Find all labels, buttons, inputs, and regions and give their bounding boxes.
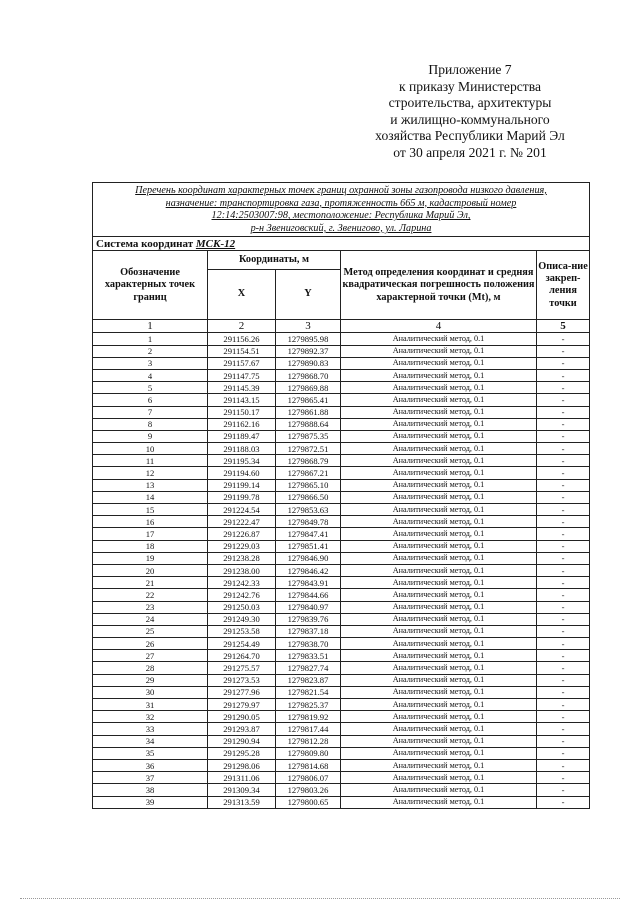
method-cell: Аналитический метод, 0.1 (341, 662, 537, 674)
table-row (93, 394, 590, 406)
y-coordinate: 1279865.10 (276, 479, 341, 491)
x-coordinate: 291293.87 (208, 723, 276, 735)
x-coordinate: 291313.59 (208, 796, 276, 808)
description-cell: - (537, 650, 590, 662)
method-cell: Аналитический метод, 0.1 (341, 784, 537, 796)
y-coordinate: 1279866.50 (276, 491, 341, 503)
x-coordinate: 291188.03 (208, 443, 276, 455)
x-coordinate: 291242.76 (208, 589, 276, 601)
y-coordinate: 1279825.37 (276, 699, 341, 711)
column-number: 4 (341, 320, 537, 333)
description-cell: - (537, 528, 590, 540)
y-coordinate: 1279892.37 (276, 345, 341, 357)
table-row (93, 711, 590, 723)
method-cell: Аналитический метод, 0.1 (341, 540, 537, 552)
table-row (93, 638, 590, 650)
point-number: 4 (93, 369, 208, 381)
point-number: 29 (93, 674, 208, 686)
table-row (93, 747, 590, 759)
point-number: 36 (93, 759, 208, 771)
x-coordinate: 291143.15 (208, 394, 276, 406)
method-cell: Аналитический метод, 0.1 (341, 357, 537, 369)
description-cell: - (537, 589, 590, 601)
point-number: 20 (93, 564, 208, 576)
table-row (93, 491, 590, 503)
table-row (93, 723, 590, 735)
description-cell: - (537, 759, 590, 771)
y-coordinate: 1279847.41 (276, 528, 341, 540)
point-number: 13 (93, 479, 208, 491)
table-row (93, 455, 590, 467)
point-number: 10 (93, 443, 208, 455)
header-line: и жилищно-коммунального (390, 111, 550, 127)
description-cell: - (537, 711, 590, 723)
method-cell: Аналитический метод, 0.1 (341, 443, 537, 455)
x-coordinate: 291199.78 (208, 491, 276, 503)
y-coordinate: 1279849.78 (276, 516, 341, 528)
description-cell: - (537, 430, 590, 442)
table-row (93, 479, 590, 491)
col-header-description: Описа-ние закреп-ления точки (537, 251, 590, 320)
table-row (93, 784, 590, 796)
table-row (93, 369, 590, 381)
method-cell: Аналитический метод, 0.1 (341, 369, 537, 381)
x-coordinate: 291290.94 (208, 735, 276, 747)
x-coordinate: 291298.06 (208, 759, 276, 771)
page-bottom-rule (20, 898, 620, 899)
x-coordinate: 291311.06 (208, 772, 276, 784)
point-number: 12 (93, 467, 208, 479)
table-title (93, 183, 590, 237)
y-coordinate: 1279823.87 (276, 674, 341, 686)
y-coordinate: 1279839.76 (276, 613, 341, 625)
point-number: 33 (93, 723, 208, 735)
y-coordinate: 1279844.66 (276, 589, 341, 601)
method-cell: Аналитический метод, 0.1 (341, 516, 537, 528)
method-cell: Аналитический метод, 0.1 (341, 418, 537, 430)
y-coordinate: 1279814.68 (276, 759, 341, 771)
description-cell: - (537, 723, 590, 735)
table-row (93, 686, 590, 698)
method-cell: Аналитический метод, 0.1 (341, 723, 537, 735)
point-number: 22 (93, 589, 208, 601)
table-row (93, 418, 590, 430)
description-cell: - (537, 479, 590, 491)
point-number: 11 (93, 455, 208, 467)
method-cell: Аналитический метод, 0.1 (341, 613, 537, 625)
col-header-method: Метод определения координат и средняя квадратическая погрешность положения характерной точки (Mt), м (341, 251, 537, 320)
column-number: 5 (537, 320, 590, 333)
point-number: 5 (93, 382, 208, 394)
y-coordinate: 1279872.51 (276, 443, 341, 455)
method-cell: Аналитический метод, 0.1 (341, 528, 537, 540)
table-row (93, 467, 590, 479)
point-number: 18 (93, 540, 208, 552)
y-coordinate: 1279837.18 (276, 625, 341, 637)
method-cell: Аналитический метод, 0.1 (341, 772, 537, 784)
description-cell: - (537, 674, 590, 686)
description-cell: - (537, 418, 590, 430)
table-row (93, 674, 590, 686)
method-cell: Аналитический метод, 0.1 (341, 589, 537, 601)
y-coordinate: 1279827.74 (276, 662, 341, 674)
point-number: 28 (93, 662, 208, 674)
description-cell: - (537, 491, 590, 503)
table-row (93, 443, 590, 455)
description-cell: - (537, 467, 590, 479)
method-cell: Аналитический метод, 0.1 (341, 504, 537, 516)
table-row (93, 357, 590, 369)
description-cell: - (537, 601, 590, 613)
x-coordinate: 291277.96 (208, 686, 276, 698)
x-coordinate: 291222.47 (208, 516, 276, 528)
method-cell: Аналитический метод, 0.1 (341, 382, 537, 394)
y-coordinate: 1279861.88 (276, 406, 341, 418)
description-cell: - (537, 443, 590, 455)
table-title-line: Перечень координат характерных точек границ охранной зоны газопровода низкого давления, (135, 185, 547, 196)
y-coordinate: 1279812.28 (276, 735, 341, 747)
x-coordinate: 291250.03 (208, 601, 276, 613)
col-header-x: X (208, 269, 276, 320)
x-coordinate: 291156.26 (208, 333, 276, 345)
point-number: 35 (93, 747, 208, 759)
y-coordinate: 1279890.83 (276, 357, 341, 369)
point-number: 27 (93, 650, 208, 662)
point-number: 16 (93, 516, 208, 528)
table-row (93, 430, 590, 442)
table-row (93, 759, 590, 771)
x-coordinate: 291224.54 (208, 504, 276, 516)
coordinate-system-label: Система координат (96, 237, 194, 250)
coordinates-table (92, 182, 590, 809)
y-coordinate: 1279853.63 (276, 504, 341, 516)
table-title-line: 12:14:2503007:98, местоположение: Республика Марий Эл, (211, 210, 471, 222)
y-coordinate: 1279875.35 (276, 430, 341, 442)
description-cell: - (537, 382, 590, 394)
table-row (93, 564, 590, 576)
point-number: 31 (93, 699, 208, 711)
table-row (93, 796, 590, 808)
x-coordinate: 291162.16 (208, 418, 276, 430)
y-coordinate: 1279843.91 (276, 577, 341, 589)
coordinate-system-name: МСК-12 (195, 237, 236, 250)
point-number: 30 (93, 686, 208, 698)
method-cell: Аналитический метод, 0.1 (341, 406, 537, 418)
table-row (93, 552, 590, 564)
point-number: 6 (93, 394, 208, 406)
point-number: 24 (93, 613, 208, 625)
method-cell: Аналитический метод, 0.1 (341, 333, 537, 345)
description-cell: - (537, 345, 590, 357)
column-number: 1 (93, 320, 208, 333)
x-coordinate: 291275.57 (208, 662, 276, 674)
y-coordinate: 1279867.21 (276, 467, 341, 479)
x-coordinate: 291242.33 (208, 577, 276, 589)
method-cell: Аналитический метод, 0.1 (341, 577, 537, 589)
description-cell: - (537, 613, 590, 625)
x-coordinate: 291238.28 (208, 552, 276, 564)
point-number: 7 (93, 406, 208, 418)
y-coordinate: 1279838.70 (276, 638, 341, 650)
point-number: 32 (93, 711, 208, 723)
description-cell: - (537, 540, 590, 552)
x-coordinate: 291194.60 (208, 467, 276, 479)
table-row (93, 613, 590, 625)
table-row (93, 577, 590, 589)
table-title-line: р-н Звениговский, г. Звенигово, ул. Ларина (250, 222, 432, 234)
table-row (93, 540, 590, 552)
method-cell: Аналитический метод, 0.1 (341, 479, 537, 491)
y-coordinate: 1279851.41 (276, 540, 341, 552)
y-coordinate: 1279888.64 (276, 418, 341, 430)
y-coordinate: 1279833.51 (276, 650, 341, 662)
point-number: 2 (93, 345, 208, 357)
method-cell: Аналитический метод, 0.1 (341, 735, 537, 747)
x-coordinate: 291150.17 (208, 406, 276, 418)
table-row (93, 345, 590, 357)
description-cell: - (537, 357, 590, 369)
method-cell: Аналитический метод, 0.1 (341, 747, 537, 759)
table-row (93, 699, 590, 711)
table-row (93, 382, 590, 394)
table-row (93, 516, 590, 528)
method-cell: Аналитический метод, 0.1 (341, 455, 537, 467)
point-number: 15 (93, 504, 208, 516)
y-coordinate: 1279800.65 (276, 796, 341, 808)
description-cell: - (537, 552, 590, 564)
col-header-designation: Обозначение характерных точек границ (93, 251, 208, 320)
column-number: 2 (208, 320, 276, 333)
method-cell: Аналитический метод, 0.1 (341, 467, 537, 479)
description-cell: - (537, 796, 590, 808)
table-body (93, 333, 590, 808)
y-coordinate: 1279821.54 (276, 686, 341, 698)
description-cell: - (537, 747, 590, 759)
y-coordinate: 1279865.41 (276, 394, 341, 406)
method-cell: Аналитический метод, 0.1 (341, 759, 537, 771)
method-cell: Аналитический метод, 0.1 (341, 601, 537, 613)
x-coordinate: 291309.34 (208, 784, 276, 796)
table-title-line: назначение: транспортировка газа, протяженность 665 м, кадастровый номер (165, 197, 517, 209)
y-coordinate: 1279895.98 (276, 333, 341, 345)
x-coordinate: 291279.97 (208, 699, 276, 711)
method-cell: Аналитический метод, 0.1 (341, 430, 537, 442)
header-line: хозяйства Республики Марий Эл (375, 128, 565, 144)
x-coordinate: 291273.53 (208, 674, 276, 686)
description-cell: - (537, 577, 590, 589)
x-coordinate: 291254.49 (208, 638, 276, 650)
table-row (93, 406, 590, 418)
description-cell: - (537, 516, 590, 528)
table-row (93, 772, 590, 784)
description-cell: - (537, 772, 590, 784)
description-cell: - (537, 369, 590, 381)
col-header-coords: Координаты, м (208, 251, 341, 269)
table-row (93, 528, 590, 540)
col-header-y: Y (276, 269, 341, 320)
method-cell: Аналитический метод, 0.1 (341, 638, 537, 650)
description-cell: - (537, 784, 590, 796)
table-row (93, 662, 590, 674)
table-row (93, 625, 590, 637)
y-coordinate: 1279806.07 (276, 772, 341, 784)
table-row (93, 601, 590, 613)
description-cell: - (537, 564, 590, 576)
method-cell: Аналитический метод, 0.1 (341, 491, 537, 503)
point-number: 14 (93, 491, 208, 503)
appendix-header (330, 62, 610, 162)
point-number: 21 (93, 577, 208, 589)
method-cell: Аналитический метод, 0.1 (341, 674, 537, 686)
y-coordinate: 1279868.79 (276, 455, 341, 467)
column-number-row (93, 320, 590, 333)
method-cell: Аналитический метод, 0.1 (341, 711, 537, 723)
description-cell: - (537, 625, 590, 637)
x-coordinate: 291226.87 (208, 528, 276, 540)
method-cell: Аналитический метод, 0.1 (341, 796, 537, 808)
y-coordinate: 1279868.70 (276, 369, 341, 381)
point-number: 39 (93, 796, 208, 808)
x-coordinate: 291229.03 (208, 540, 276, 552)
x-coordinate: 291295.28 (208, 747, 276, 759)
point-number: 23 (93, 601, 208, 613)
header-line: к приказу Министерства (398, 78, 542, 94)
table-row (93, 650, 590, 662)
x-coordinate: 291249.30 (208, 613, 276, 625)
description-cell: - (537, 406, 590, 418)
description-cell: - (537, 638, 590, 650)
table-row (93, 735, 590, 747)
point-number: 26 (93, 638, 208, 650)
method-cell: Аналитический метод, 0.1 (341, 699, 537, 711)
point-number: 9 (93, 430, 208, 442)
point-number: 25 (93, 625, 208, 637)
coordinate-system-row (93, 237, 590, 251)
column-number: 3 (276, 320, 341, 333)
table-row (93, 333, 590, 345)
method-cell: Аналитический метод, 0.1 (341, 686, 537, 698)
description-cell: - (537, 735, 590, 747)
x-coordinate: 291147.75 (208, 369, 276, 381)
x-coordinate: 291199.14 (208, 479, 276, 491)
description-cell: - (537, 504, 590, 516)
point-number: 37 (93, 772, 208, 784)
method-cell: Аналитический метод, 0.1 (341, 564, 537, 576)
description-cell: - (537, 686, 590, 698)
point-number: 38 (93, 784, 208, 796)
method-cell: Аналитический метод, 0.1 (341, 394, 537, 406)
description-cell: - (537, 333, 590, 345)
coordinates-table-wrapper (92, 182, 589, 809)
x-coordinate: 291189.47 (208, 430, 276, 442)
point-number: 19 (93, 552, 208, 564)
description-cell: - (537, 455, 590, 467)
y-coordinate: 1279809.80 (276, 747, 341, 759)
description-cell: - (537, 662, 590, 674)
point-number: 1 (93, 333, 208, 345)
x-coordinate: 291154.51 (208, 345, 276, 357)
description-cell: - (537, 394, 590, 406)
x-coordinate: 291264.70 (208, 650, 276, 662)
point-number: 34 (93, 735, 208, 747)
point-number: 8 (93, 418, 208, 430)
x-coordinate: 291157.67 (208, 357, 276, 369)
table-row (93, 589, 590, 601)
x-coordinate: 291253.58 (208, 625, 276, 637)
x-coordinate: 291195.34 (208, 455, 276, 467)
y-coordinate: 1279846.90 (276, 552, 341, 564)
header-line: Приложение 7 (428, 62, 512, 77)
header-line: строительства, архитектуры (388, 95, 552, 111)
description-cell: - (537, 699, 590, 711)
method-cell: Аналитический метод, 0.1 (341, 345, 537, 357)
x-coordinate: 291290.05 (208, 711, 276, 723)
y-coordinate: 1279803.26 (276, 784, 341, 796)
method-cell: Аналитический метод, 0.1 (341, 625, 537, 637)
x-coordinate: 291238.00 (208, 564, 276, 576)
point-number: 3 (93, 357, 208, 369)
table-row (93, 504, 590, 516)
y-coordinate: 1279846.42 (276, 564, 341, 576)
y-coordinate: 1279869.88 (276, 382, 341, 394)
method-cell: Аналитический метод, 0.1 (341, 650, 537, 662)
method-cell: Аналитический метод, 0.1 (341, 552, 537, 564)
header-line: от 30 апреля 2021 г. № 201 (393, 144, 547, 160)
x-coordinate: 291145.39 (208, 382, 276, 394)
y-coordinate: 1279840.97 (276, 601, 341, 613)
point-number: 17 (93, 528, 208, 540)
y-coordinate: 1279817.44 (276, 723, 341, 735)
y-coordinate: 1279819.92 (276, 711, 341, 723)
